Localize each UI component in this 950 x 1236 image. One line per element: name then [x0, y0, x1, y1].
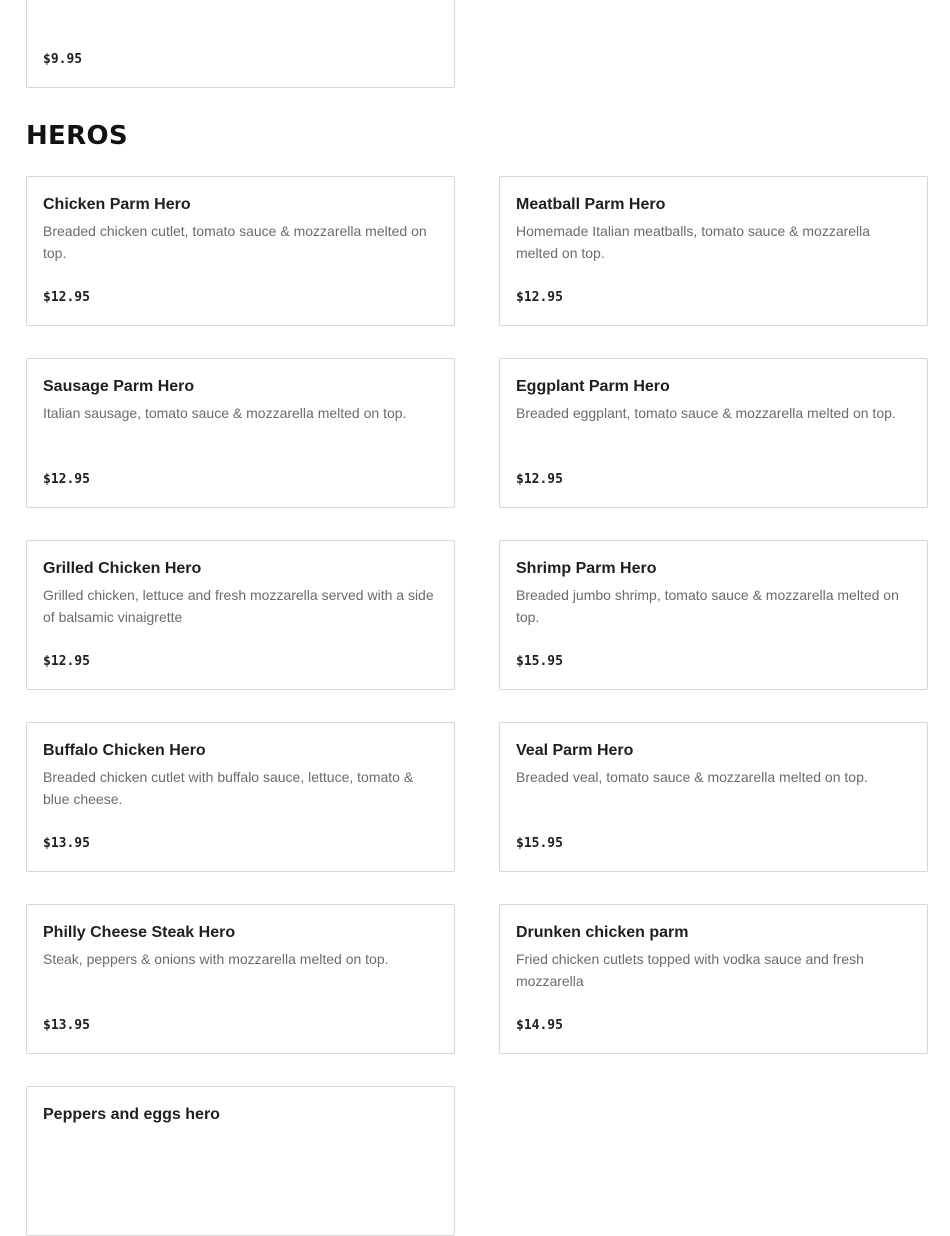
menu-item-name: Philly Cheese Steak Hero: [43, 924, 236, 941]
menu-item-card[interactable]: [26, 540, 455, 690]
menu-item-description: Grilled chicken, lettuce and fresh mozzarella served with a side of balsamic vinaigrette: [43, 587, 434, 625]
menu-item-card[interactable]: [499, 176, 928, 326]
menu-item-name: Drunken chicken parm: [516, 924, 689, 941]
menu-item-price: $15.95: [516, 654, 563, 669]
menu-item-price: $13.95: [43, 1018, 90, 1033]
menu-item-card[interactable]: [499, 722, 928, 872]
menu-item-price: $12.95: [516, 472, 563, 487]
menu-item-description: Steak, peppers & onions with mozzarella melted on top.: [43, 951, 389, 967]
menu-item-name: Peppers and eggs hero: [43, 1106, 220, 1123]
menu-item-description: Breaded eggplant, tomato sauce & mozzarella melted on top.: [516, 405, 896, 421]
menu-item-card[interactable]: [26, 722, 455, 872]
menu-item-name: Buffalo Chicken Hero: [43, 742, 206, 759]
menu-item-card-previous[interactable]: [26, 0, 455, 88]
menu-item-name: Grilled Chicken Hero: [43, 560, 202, 577]
menu-item-description: Breaded chicken cutlet, tomato sauce & mozzarella melted on top.: [43, 223, 427, 261]
menu-item-card[interactable]: [499, 904, 928, 1054]
menu-item-description: Breaded chicken cutlet with buffalo sauce, lettuce, tomato & blue cheese.: [43, 769, 414, 807]
menu-item-price: $12.95: [43, 654, 90, 669]
menu-item-description: Breaded veal, tomato sauce & mozzarella melted on top.: [516, 769, 868, 785]
menu-item-name: Shrimp Parm Hero: [516, 560, 657, 577]
menu-item-name: Sausage Parm Hero: [43, 378, 195, 395]
menu-item-description: Homemade Italian meatballs, tomato sauce & mozzarella melted on top.: [516, 223, 871, 261]
menu-item-card[interactable]: [26, 1086, 455, 1236]
menu-item-card[interactable]: [26, 358, 455, 508]
section-heading-heros: HEROS: [26, 121, 128, 151]
menu-item-price: $15.95: [516, 836, 563, 851]
menu-item-price: $13.95: [43, 836, 90, 851]
menu-item-card[interactable]: [499, 540, 928, 690]
menu-item-description: Breaded jumbo shrimp, tomato sauce & mozzarella melted on top.: [516, 587, 899, 625]
menu-item-name: Chicken Parm Hero: [43, 196, 191, 213]
menu-item-price: $9.95: [43, 52, 83, 67]
menu-item-name: Eggplant Parm Hero: [516, 378, 670, 395]
menu-item-price: $12.95: [43, 472, 90, 487]
menu-item-card[interactable]: [499, 358, 928, 508]
menu-item-price: $12.95: [43, 290, 90, 305]
menu-item-price: $14.95: [516, 1018, 563, 1033]
menu-item-description: Fried chicken cutlets topped with vodka sauce and fresh mozzarella: [516, 951, 864, 989]
menu-item-price: $12.95: [516, 290, 563, 305]
menu-item-description: Italian sausage, tomato sauce & mozzarella melted on top.: [43, 405, 407, 421]
menu-item-card[interactable]: [26, 176, 455, 326]
menu-item-name: Meatball Parm Hero: [516, 196, 666, 213]
menu-item-name: Veal Parm Hero: [516, 742, 634, 759]
menu-item-card[interactable]: [26, 904, 455, 1054]
